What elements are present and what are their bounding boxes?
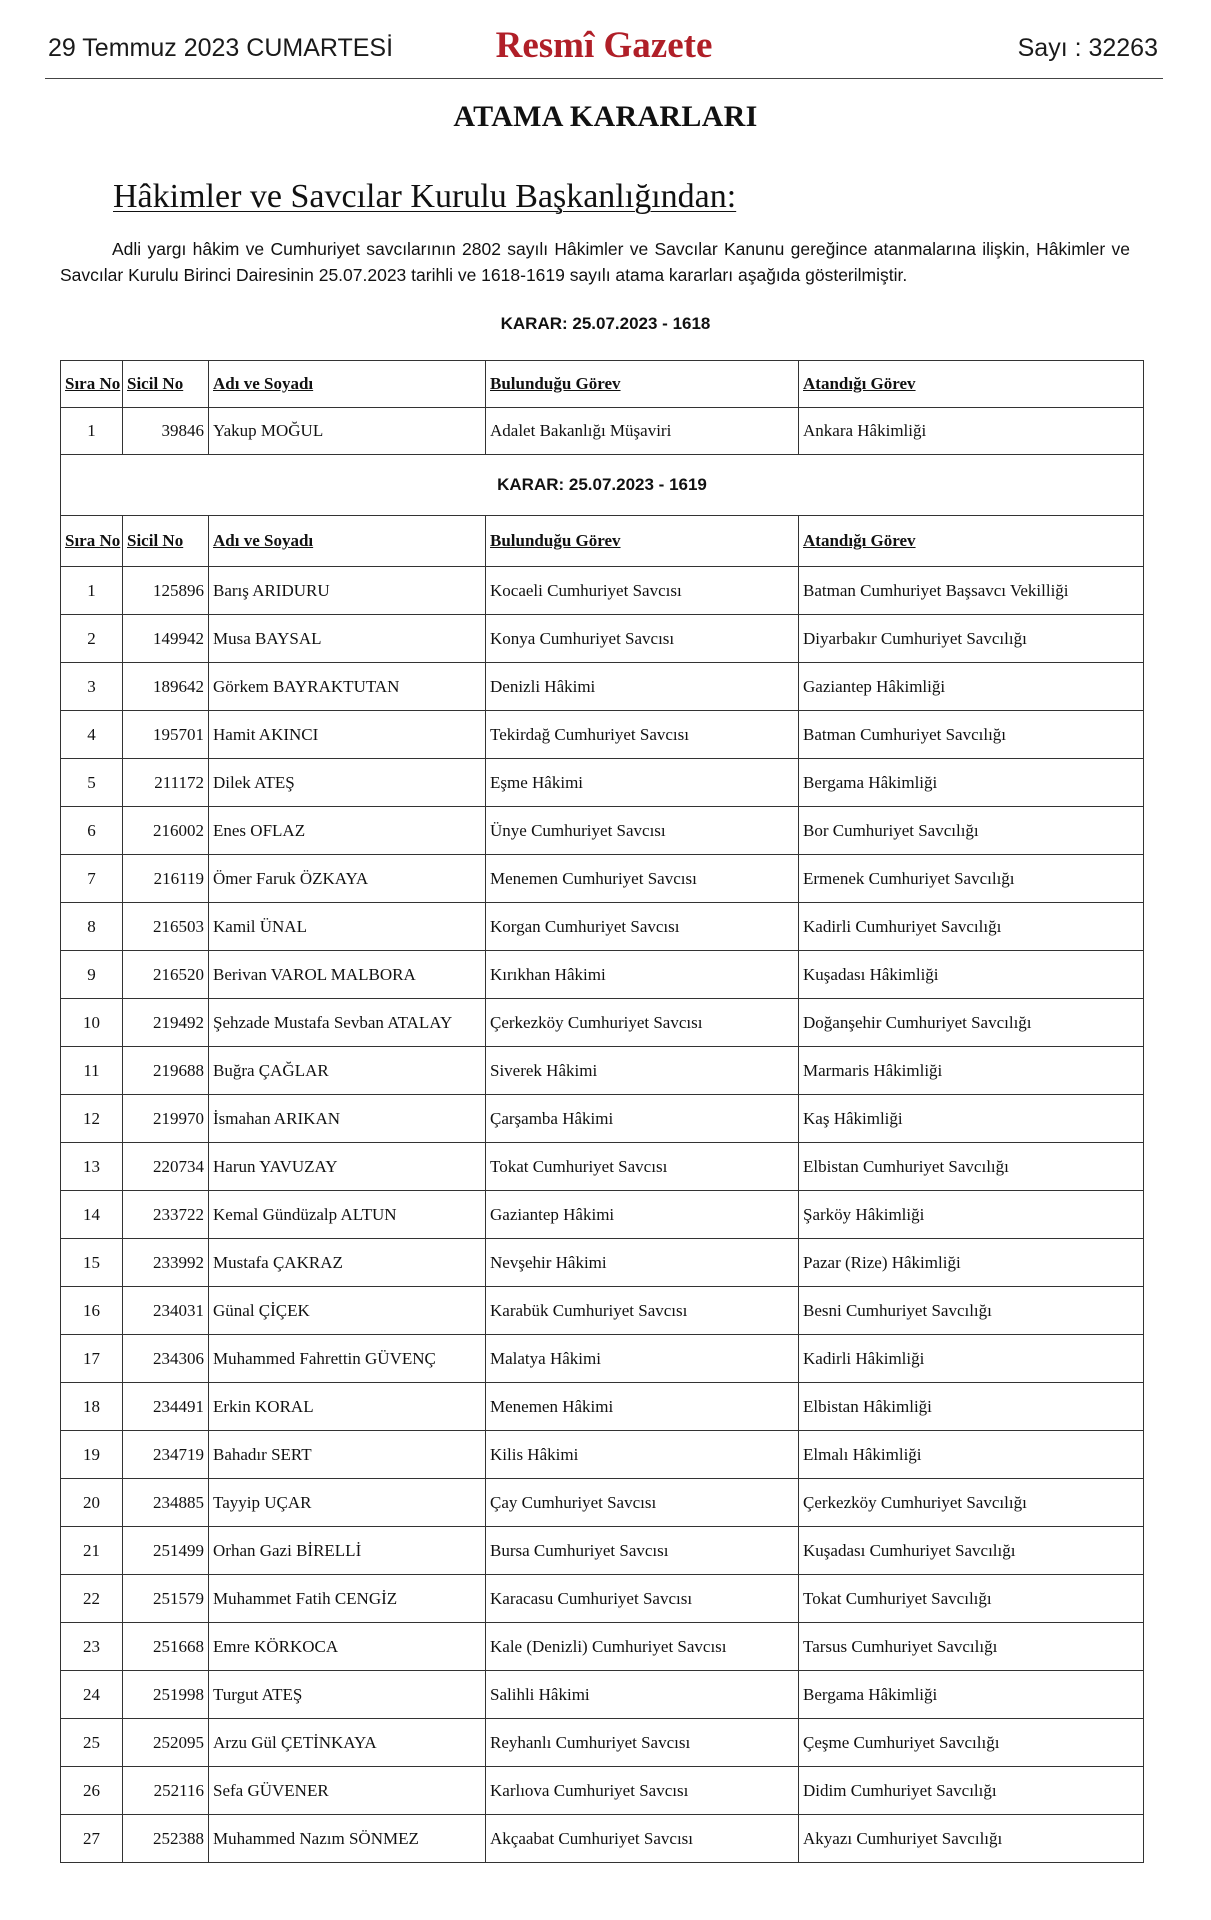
current-post-cell: Kilis Hâkimi	[486, 1431, 799, 1479]
new-post-cell: Kuşadası Hâkimliği	[799, 951, 1144, 999]
sicil-no-cell: 234031	[123, 1287, 209, 1335]
sira-no-cell: 7	[61, 855, 123, 903]
new-post-cell: Kuşadası Cumhuriyet Savcılığı	[799, 1527, 1144, 1575]
name-cell: Barış ARIDURU	[209, 567, 486, 615]
sicil-no-cell: 233722	[123, 1191, 209, 1239]
table-row	[61, 1239, 1144, 1287]
name-cell: Kamil ÜNAL	[209, 903, 486, 951]
sira-no-cell: 16	[61, 1287, 123, 1335]
sicil-no-cell: 251998	[123, 1671, 209, 1719]
new-post-cell: Elmalı Hâkimliği	[799, 1431, 1144, 1479]
name-cell: Erkin KORAL	[209, 1383, 486, 1431]
table-row	[61, 1671, 1144, 1719]
new-post-cell: Elbistan Hâkimliği	[799, 1383, 1144, 1431]
col-header-sira-no: Sıra No	[61, 361, 123, 408]
sicil-no-cell: 39846	[123, 408, 209, 455]
table-row	[61, 807, 1144, 855]
name-cell: Hamit AKINCI	[209, 711, 486, 759]
current-post-cell: Salihli Hâkimi	[486, 1671, 799, 1719]
name-cell: Berivan VAROL MALBORA	[209, 951, 486, 999]
sira-no-cell: 23	[61, 1623, 123, 1671]
col-header-sicil-no: Sicil No	[123, 516, 209, 567]
current-post-cell: Kırıkhan Hâkimi	[486, 951, 799, 999]
sira-no-cell: 4	[61, 711, 123, 759]
sira-no-cell: 2	[61, 615, 123, 663]
name-cell: Kemal Gündüzalp ALTUN	[209, 1191, 486, 1239]
table-row	[61, 1191, 1144, 1239]
sicil-no-cell: 252095	[123, 1719, 209, 1767]
table-row	[61, 1479, 1144, 1527]
sicil-no-cell: 234885	[123, 1479, 209, 1527]
sira-no-cell: 10	[61, 999, 123, 1047]
current-post-cell: Adalet Bakanlığı Müşaviri	[486, 408, 799, 455]
col-header-sira-no: Sıra No	[61, 516, 123, 567]
header-row-1619	[61, 516, 1144, 567]
appointments-table	[60, 360, 1144, 1863]
current-post-cell: Konya Cumhuriyet Savcısı	[486, 615, 799, 663]
page-header	[45, 22, 1163, 78]
name-cell: İsmahan ARIKAN	[209, 1095, 486, 1143]
table-row	[61, 408, 1144, 455]
table-row	[61, 999, 1144, 1047]
sira-no-cell: 3	[61, 663, 123, 711]
sicil-no-cell: 251579	[123, 1575, 209, 1623]
name-cell: Arzu Gül ÇETİNKAYA	[209, 1719, 486, 1767]
new-post-cell: Ankara Hâkimliği	[799, 408, 1144, 455]
header-divider	[45, 78, 1163, 79]
table-row	[61, 759, 1144, 807]
sicil-no-cell: 219970	[123, 1095, 209, 1143]
table-row	[61, 663, 1144, 711]
section-title: ATAMA KARARLARI	[453, 100, 758, 133]
sira-no-cell: 1	[61, 408, 123, 455]
name-cell: Orhan Gazi BİRELLİ	[209, 1527, 486, 1575]
new-post-cell: Tokat Cumhuriyet Savcılığı	[799, 1575, 1144, 1623]
current-post-cell: Reyhanlı Cumhuriyet Savcısı	[486, 1719, 799, 1767]
sira-no-cell: 22	[61, 1575, 123, 1623]
name-cell: Şehzade Mustafa Sevban ATALAY	[209, 999, 486, 1047]
table-row	[61, 1287, 1144, 1335]
table-row	[61, 1815, 1144, 1863]
sira-no-cell: 12	[61, 1095, 123, 1143]
new-post-cell: Bergama Hâkimliği	[799, 1671, 1144, 1719]
name-cell: Ömer Faruk ÖZKAYA	[209, 855, 486, 903]
sicil-no-cell: 234491	[123, 1383, 209, 1431]
sira-no-cell: 9	[61, 951, 123, 999]
sira-no-cell: 19	[61, 1431, 123, 1479]
sicil-no-cell: 211172	[123, 759, 209, 807]
name-cell: Bahadır SERT	[209, 1431, 486, 1479]
current-post-cell: Korgan Cumhuriyet Savcısı	[486, 903, 799, 951]
sicil-no-cell: 234719	[123, 1431, 209, 1479]
name-cell: Mustafa ÇAKRAZ	[209, 1239, 486, 1287]
new-post-cell: Besni Cumhuriyet Savcılığı	[799, 1287, 1144, 1335]
table-row	[61, 1767, 1144, 1815]
sira-no-cell: 24	[61, 1671, 123, 1719]
name-cell: Yakup MOĞUL	[209, 408, 486, 455]
name-cell: Dilek ATEŞ	[209, 759, 486, 807]
current-post-cell: Tokat Cumhuriyet Savcısı	[486, 1143, 799, 1191]
sira-no-cell: 5	[61, 759, 123, 807]
sicil-no-cell: 234306	[123, 1335, 209, 1383]
sira-no-cell: 25	[61, 1719, 123, 1767]
sicil-no-cell: 251668	[123, 1623, 209, 1671]
current-post-cell: Menemen Cumhuriyet Savcısı	[486, 855, 799, 903]
name-cell: Görkem BAYRAKTUTAN	[209, 663, 486, 711]
sira-no-cell: 13	[61, 1143, 123, 1191]
sira-no-cell: 26	[61, 1767, 123, 1815]
sicil-no-cell: 252116	[123, 1767, 209, 1815]
current-post-cell: Karlıova Cumhuriyet Savcısı	[486, 1767, 799, 1815]
institution-heading: Hâkimler ve Savcılar Kurulu Başkanlığından:	[113, 178, 737, 215]
sira-no-cell: 20	[61, 1479, 123, 1527]
name-cell: Muhammet Fatih CENGİZ	[209, 1575, 486, 1623]
new-post-cell: Kaş Hâkimliği	[799, 1095, 1144, 1143]
new-post-cell: Bergama Hâkimliği	[799, 759, 1144, 807]
sira-no-cell: 27	[61, 1815, 123, 1863]
new-post-cell: Batman Cumhuriyet Savcılığı	[799, 711, 1144, 759]
new-post-cell: Akyazı Cumhuriyet Savcılığı	[799, 1815, 1144, 1863]
current-post-cell: Ünye Cumhuriyet Savcısı	[486, 807, 799, 855]
decision-1618-title: KARAR: 25.07.2023 - 1618	[500, 314, 711, 333]
name-cell: Muhammed Nazım SÖNMEZ	[209, 1815, 486, 1863]
col-header-sicil-no: Sicil No	[123, 361, 209, 408]
sira-no-cell: 8	[61, 903, 123, 951]
header-date: 29 Temmuz 2023 CUMARTESİ	[48, 34, 394, 62]
new-post-cell: Şarköy Hâkimliği	[799, 1191, 1144, 1239]
new-post-cell: Çerkezköy Cumhuriyet Savcılığı	[799, 1479, 1144, 1527]
new-post-cell: Çeşme Cumhuriyet Savcılığı	[799, 1719, 1144, 1767]
sira-no-cell: 18	[61, 1383, 123, 1431]
new-post-cell: Marmaris Hâkimliği	[799, 1047, 1144, 1095]
appointments-table-body	[61, 361, 1144, 1863]
name-cell: Günal ÇİÇEK	[209, 1287, 486, 1335]
new-post-cell: Elbistan Cumhuriyet Savcılığı	[799, 1143, 1144, 1191]
sira-no-cell: 14	[61, 1191, 123, 1239]
col-header-current-post: Bulunduğu Görev	[486, 361, 799, 408]
current-post-cell: Eşme Hâkimi	[486, 759, 799, 807]
name-cell: Harun YAVUZAY	[209, 1143, 486, 1191]
sicil-no-cell: 125896	[123, 567, 209, 615]
table-row	[61, 567, 1144, 615]
new-post-cell: Kadirli Hâkimliği	[799, 1335, 1144, 1383]
table-row	[61, 1623, 1144, 1671]
new-post-cell: Ermenek Cumhuriyet Savcılığı	[799, 855, 1144, 903]
new-post-cell: Gaziantep Hâkimliği	[799, 663, 1144, 711]
table-row	[61, 1527, 1144, 1575]
col-header-name: Adı ve Soyadı	[209, 361, 486, 408]
new-post-cell: Batman Cumhuriyet Başsavcı Vekilliği	[799, 567, 1144, 615]
new-post-cell: Bor Cumhuriyet Savcılığı	[799, 807, 1144, 855]
current-post-cell: Kale (Denizli) Cumhuriyet Savcısı	[486, 1623, 799, 1671]
sira-no-cell: 17	[61, 1335, 123, 1383]
col-header-name: Adı ve Soyadı	[209, 516, 486, 567]
current-post-cell: Bursa Cumhuriyet Savcısı	[486, 1527, 799, 1575]
sicil-no-cell: 233992	[123, 1239, 209, 1287]
current-post-cell: Malatya Hâkimi	[486, 1335, 799, 1383]
name-cell: Sefa GÜVENER	[209, 1767, 486, 1815]
table-row	[61, 903, 1144, 951]
name-cell: Emre KÖRKOCA	[209, 1623, 486, 1671]
sicil-no-cell: 219492	[123, 999, 209, 1047]
sira-no-cell: 1	[61, 567, 123, 615]
sicil-no-cell: 189642	[123, 663, 209, 711]
table-row	[61, 951, 1144, 999]
col-header-new-post: Atandığı Görev	[799, 516, 1144, 567]
name-cell: Musa BAYSAL	[209, 615, 486, 663]
table-row	[61, 1383, 1144, 1431]
table-row	[61, 1335, 1144, 1383]
new-post-cell: Diyarbakır Cumhuriyet Savcılığı	[799, 615, 1144, 663]
current-post-cell: Çerkezköy Cumhuriyet Savcısı	[486, 999, 799, 1047]
sicil-no-cell: 219688	[123, 1047, 209, 1095]
current-post-cell: Çarşamba Hâkimi	[486, 1095, 799, 1143]
gazette-title: Resmî Gazete	[495, 25, 713, 66]
new-post-cell: Kadirli Cumhuriyet Savcılığı	[799, 903, 1144, 951]
decision-1619-title: KARAR: 25.07.2023 - 1619	[61, 455, 1144, 516]
sicil-no-cell: 251499	[123, 1527, 209, 1575]
current-post-cell: Menemen Hâkimi	[486, 1383, 799, 1431]
current-post-cell: Karabük Cumhuriyet Savcısı	[486, 1287, 799, 1335]
col-header-current-post: Bulunduğu Görev	[486, 516, 799, 567]
decision-1619-row	[61, 455, 1144, 516]
current-post-cell: Karacasu Cumhuriyet Savcısı	[486, 1575, 799, 1623]
sira-no-cell: 6	[61, 807, 123, 855]
new-post-cell: Pazar (Rize) Hâkimliği	[799, 1239, 1144, 1287]
current-post-cell: Kocaeli Cumhuriyet Savcısı	[486, 567, 799, 615]
sicil-no-cell: 195701	[123, 711, 209, 759]
sira-no-cell: 21	[61, 1527, 123, 1575]
current-post-cell: Çay Cumhuriyet Savcısı	[486, 1479, 799, 1527]
new-post-cell: Tarsus Cumhuriyet Savcılığı	[799, 1623, 1144, 1671]
current-post-cell: Akçaabat Cumhuriyet Savcısı	[486, 1815, 799, 1863]
sicil-no-cell: 220734	[123, 1143, 209, 1191]
table-row	[61, 1575, 1144, 1623]
table-row	[61, 855, 1144, 903]
table-row	[61, 1047, 1144, 1095]
table-row	[61, 615, 1144, 663]
name-cell: Buğra ÇAĞLAR	[209, 1047, 486, 1095]
table-row	[61, 1719, 1144, 1767]
header-row-1618	[61, 361, 1144, 408]
table-row	[61, 1095, 1144, 1143]
table-row	[61, 1143, 1144, 1191]
sira-no-cell: 15	[61, 1239, 123, 1287]
name-cell: Enes OFLAZ	[209, 807, 486, 855]
current-post-cell: Siverek Hâkimi	[486, 1047, 799, 1095]
table-row	[61, 711, 1144, 759]
sira-no-cell: 11	[61, 1047, 123, 1095]
name-cell: Muhammed Fahrettin GÜVENÇ	[209, 1335, 486, 1383]
current-post-cell: Gaziantep Hâkimi	[486, 1191, 799, 1239]
col-header-new-post: Atandığı Görev	[799, 361, 1144, 408]
new-post-cell: Doğanşehir Cumhuriyet Savcılığı	[799, 999, 1144, 1047]
sicil-no-cell: 149942	[123, 615, 209, 663]
new-post-cell: Didim Cumhuriyet Savcılığı	[799, 1767, 1144, 1815]
name-cell: Tayyip UÇAR	[209, 1479, 486, 1527]
sicil-no-cell: 252388	[123, 1815, 209, 1863]
table-row	[61, 1431, 1144, 1479]
intro-paragraph: Adli yargı hâkim ve Cumhuriyet savcılarının 2802 sayılı Hâkimler ve Savcılar Kanunu gereğince atanmalarına ilişkin, Hâkimler ve Savcılar Kurulu Birinci Dairesinin 25.07.2023 tarihli ve 1618-1619 sayılı atama kararları aşağıda gösterilmiştir.	[60, 239, 1130, 285]
issue-number: Sayı : 32263	[1017, 34, 1158, 62]
sicil-no-cell: 216002	[123, 807, 209, 855]
current-post-cell: Denizli Hâkimi	[486, 663, 799, 711]
sicil-no-cell: 216503	[123, 903, 209, 951]
sicil-no-cell: 216119	[123, 855, 209, 903]
current-post-cell: Nevşehir Hâkimi	[486, 1239, 799, 1287]
current-post-cell: Tekirdağ Cumhuriyet Savcısı	[486, 711, 799, 759]
name-cell: Turgut ATEŞ	[209, 1671, 486, 1719]
sicil-no-cell: 216520	[123, 951, 209, 999]
